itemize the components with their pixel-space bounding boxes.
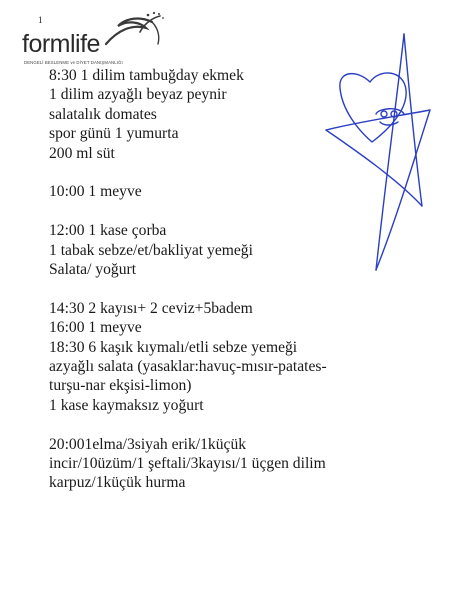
text-line: 1 dilim azyağlı beyaz peynir [49, 86, 227, 104]
logo-wordmark: formlife [22, 30, 100, 58]
formlife-logo [18, 10, 168, 70]
text-line: 18:30 6 kaşık kıymalı/etli sebze yemeği [49, 338, 298, 356]
breakfast-section [49, 66, 444, 163]
text-line: spor günü 1 yumurta [49, 125, 179, 143]
blank-line [49, 202, 444, 221]
text-line: 14:30 2 kayısı+ 2 ceviz+5badem [49, 299, 253, 317]
text-line: 20:001elma/3siyah erik/1küçük [49, 435, 247, 453]
afternoon-section [49, 299, 444, 415]
blank-line [49, 415, 444, 434]
logo-tagline: DENGELİ BESLENME ve DİYET DANIŞMANLIĞI [24, 60, 123, 65]
page-number: 1 [38, 15, 43, 25]
blank-line [49, 279, 444, 298]
text-line: 1 tabak sebze/et/bakliyat yemeği [49, 241, 253, 259]
text-line: 16:00 1 meyve [49, 319, 142, 337]
meal-plan [49, 66, 444, 493]
text-line: incir/10üzüm/1 şeftali/3kayısı/1 üçgen dilim [49, 455, 326, 473]
logo-leaf-mark-icon [100, 10, 170, 50]
text-line: Salata/ yoğurt [49, 261, 137, 279]
blank-line [49, 163, 444, 182]
text-line: 10:00 1 meyve [49, 183, 142, 201]
text-line: 200 ml süt [49, 144, 115, 162]
text-line: turşu-nar ekşisi-limon) [49, 377, 192, 395]
text-line: 1 kase kaymaksız yoğurt [49, 396, 204, 414]
text-line: 12:00 1 kase çorba [49, 222, 167, 240]
lunch-section [49, 221, 444, 279]
evening-section [49, 435, 444, 493]
text-line: salatalık domates [49, 105, 157, 123]
snack-section [49, 182, 444, 201]
text-line: 8:30 1 dilim tambuğday ekmek [49, 67, 244, 84]
text-line: azyağlı salata (yasaklar:havuç-mısır-patates- [49, 358, 327, 376]
text-line: karpuz/1küçük hurma [49, 474, 186, 492]
